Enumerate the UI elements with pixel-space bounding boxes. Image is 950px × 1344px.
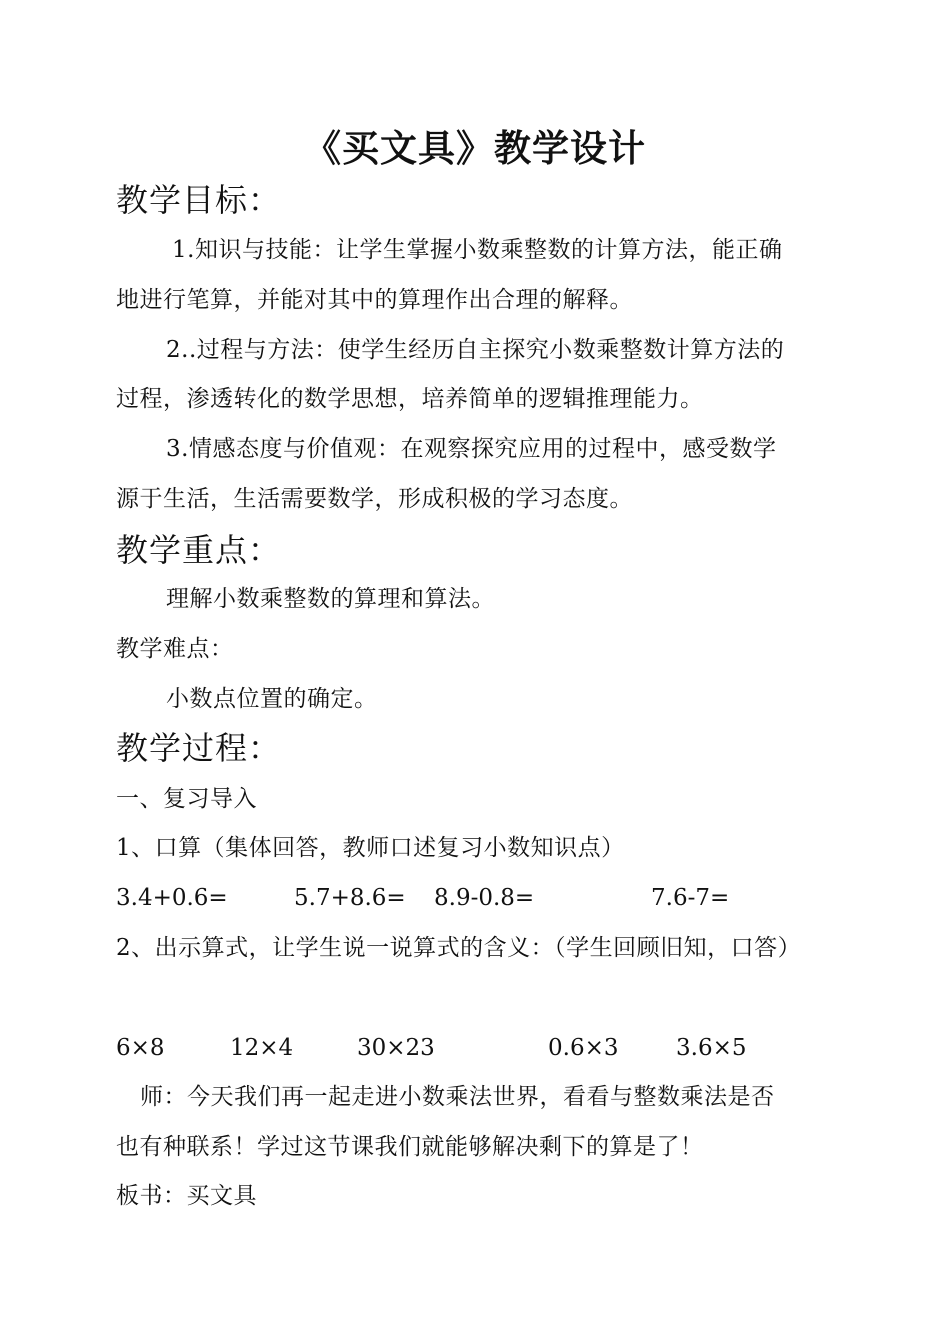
expression-item: 6×8 [116,1035,165,1061]
objective-2-line-1: 2..过程与方法：使学生经历自主探究小数乘整数计算方法的 [166,337,785,363]
objective-1-line-1: 1.知识与技能：让学生掌握小数乘整数的计算方法，能正确 [172,237,783,263]
teacher-remark-line-1: 师：今天我们再一起走进小数乘法世界，看看与整数乘法是否 [140,1084,775,1110]
teacher-remark-line-2: 也有种联系！学过这节课我们就能够解决剩下的算是了！ [116,1134,704,1160]
expression-item: 30×23 [357,1035,435,1061]
key-point-heading: 教学重点： [116,531,282,569]
document-title: 《买文具》教学设计 [304,127,646,170]
key-point-text: 理解小数乘整数的算理和算法。 [166,586,495,612]
oral-calculation-row [116,883,876,913]
step-oral-calculation: 1、口算（集体回答，教师口述复习小数知识点） [116,835,625,861]
objective-1-line-2: 地进行笔算，并能对其中的算理作出合理的解释。 [116,287,633,313]
step-expressions: 2、出示算式，让学生说一说算式的含义：（学生回顾旧知，口答） [116,935,802,961]
expression-item: 3.6×5 [676,1035,747,1061]
expressions-row [116,1033,876,1063]
oral-calc-item: 8.9-0.8= [434,885,535,911]
objective-2-line-2: 过程，渗透转化的数学思想，培养简单的逻辑推理能力。 [116,386,704,412]
objective-3-line-2: 源于生活，生活需要数学，形成积极的学习态度。 [116,486,633,512]
difficulty-text: 小数点位置的确定。 [166,686,378,712]
oral-calc-item: 5.7+8.6= [294,885,406,911]
expression-item: 12×4 [230,1035,294,1061]
difficulty-heading: 教学难点： [116,636,234,662]
objective-3-line-1: 3.情感态度与价值观：在观察探究应用的过程中，感受数学 [166,436,777,462]
objectives-heading: 教学目标： [116,181,282,219]
expression-item: 0.6×3 [548,1035,619,1061]
process-heading: 教学过程： [116,729,282,767]
oral-calc-item: 7.6-7= [651,885,730,911]
section-review-intro: 一、复习导入 [116,786,257,812]
oral-calc-item: 3.4+0.6= [116,885,228,911]
board-writing: 板书：买文具 [116,1183,257,1209]
